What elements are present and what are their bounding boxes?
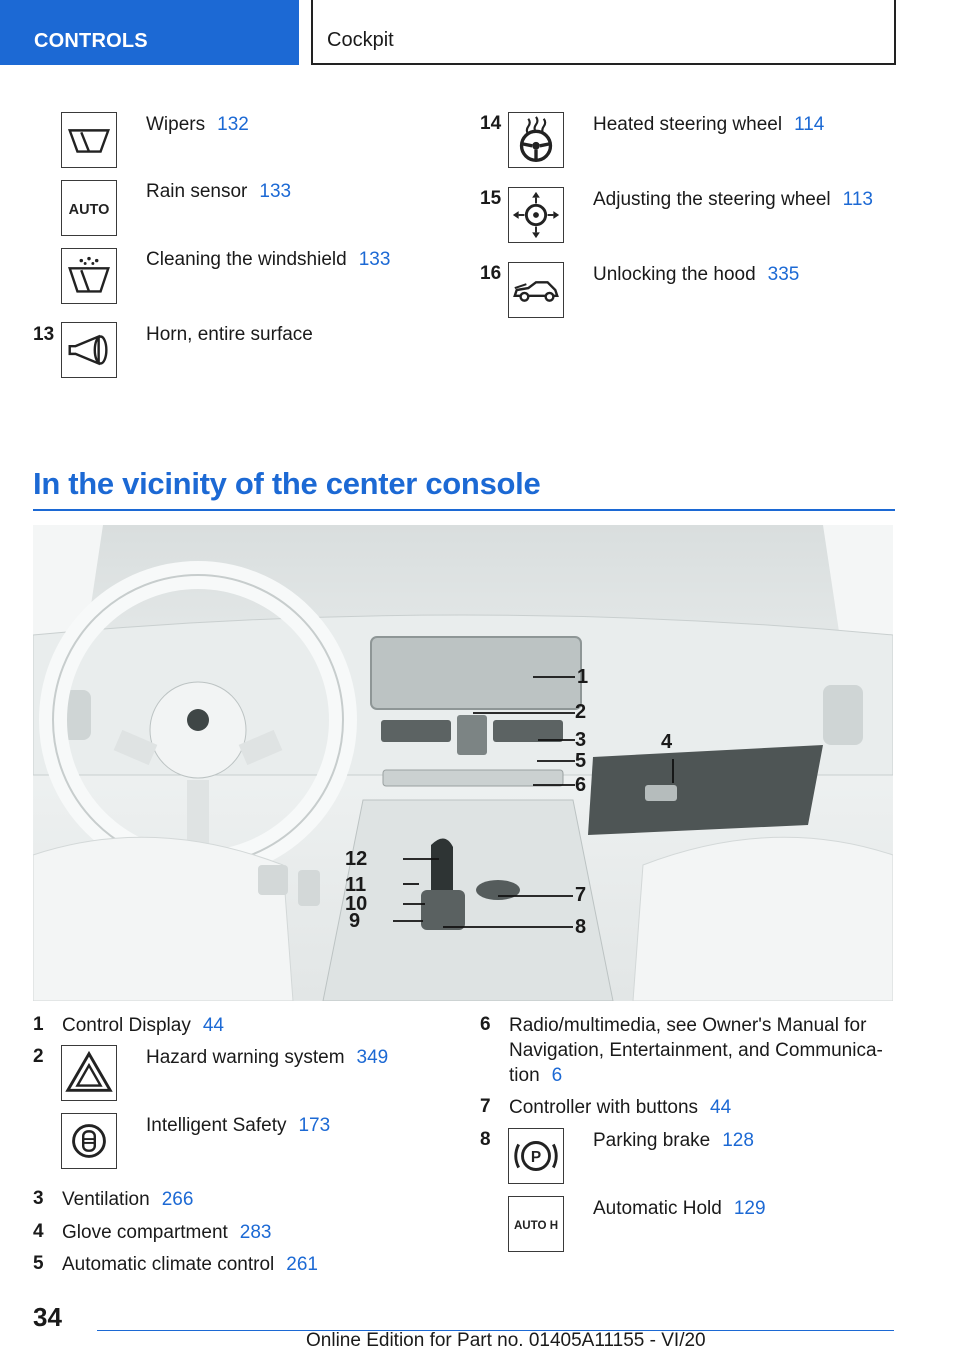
item-number: 13: [33, 324, 55, 345]
auto-text-icon: [61, 180, 117, 236]
item-number: 8: [480, 1129, 491, 1150]
wiper-icon: [61, 112, 117, 168]
svg-text:AUTO: AUTO: [68, 201, 110, 218]
callout-6: 6: [575, 774, 587, 796]
section-divider: [33, 509, 895, 511]
intelligent-safety-entry: Intelligent Safety 173: [146, 1115, 331, 1136]
auto-hold-icon: [508, 1196, 564, 1252]
horn-entry: Horn, entire surface: [146, 324, 313, 345]
horn-icon: [61, 322, 117, 378]
callout-2: 2: [575, 701, 587, 723]
page-link[interactable]: 335: [767, 264, 800, 285]
section-label: CONTROLS: [34, 30, 148, 52]
callout-11: 11: [345, 874, 367, 896]
controller-entry: Controller with buttons 44: [509, 1097, 732, 1118]
chapter-tab: [311, 0, 896, 65]
page-link[interactable]: 261: [286, 1254, 318, 1275]
item-number: 5: [33, 1253, 44, 1274]
page-link[interactable]: 133: [259, 181, 292, 202]
radio-multimedia-entry: Radio/multimedia, see Owner's Manual for Navigation, Entertainment, and Communica- tion 6: [509, 1015, 883, 1086]
item-number: 2: [33, 1046, 44, 1067]
callout-4: 4: [661, 731, 673, 753]
page-link[interactable]: 114: [794, 114, 825, 135]
steering-adjust-icon: [508, 187, 564, 243]
callout-5: 5: [575, 750, 587, 772]
parking-brake-entry: Parking brake 128: [593, 1130, 754, 1151]
page-link[interactable]: 132: [217, 114, 249, 135]
page-link[interactable]: 283: [239, 1222, 272, 1243]
cleaning-entry: Cleaning the windshield 133: [146, 249, 391, 270]
item-number: 4: [33, 1221, 44, 1242]
page-link[interactable]: 129: [733, 1198, 766, 1219]
section-title: In the vicinity of the center console: [33, 466, 541, 501]
chapter-label: Cockpit: [327, 29, 394, 51]
page-link[interactable]: 133: [358, 249, 391, 270]
callout-12: 12: [345, 848, 368, 870]
heated-steering-wheel-icon: [508, 112, 564, 168]
rain-sensor-entry: Rain sensor 133: [146, 181, 292, 202]
center-console-photo: [33, 525, 893, 1001]
callout-10: 10: [345, 893, 368, 915]
page-link[interactable]: 266: [161, 1189, 194, 1210]
callout-1: 1: [577, 666, 589, 688]
page-link[interactable]: 6: [551, 1065, 563, 1086]
page-link[interactable]: 44: [202, 1015, 224, 1036]
item-number: 16: [480, 263, 502, 284]
item-number: 3: [33, 1188, 44, 1209]
page-number: 34: [33, 1302, 62, 1332]
svg-text:P: P: [530, 1148, 542, 1166]
wipers-entry: Wipers 132: [146, 114, 249, 135]
windshield-washer-icon: [61, 248, 117, 304]
item-number: 1: [33, 1014, 44, 1035]
climate-control-entry: Automatic climate control 261: [62, 1254, 318, 1275]
item-number: 7: [480, 1096, 491, 1117]
callout-9: 9: [349, 910, 361, 932]
page-link[interactable]: 44: [710, 1097, 732, 1118]
item-number: 14: [480, 113, 502, 134]
car-hood-icon: [508, 262, 564, 318]
svg-text:AUTO H: AUTO H: [513, 1219, 559, 1232]
glove-compartment-entry: Glove compartment 283: [62, 1222, 272, 1243]
auto-hold-entry: Automatic Hold 129: [593, 1198, 766, 1219]
hazard-triangle-icon: [61, 1045, 117, 1101]
hazard-entry: Hazard warning system 349: [146, 1047, 389, 1068]
edition-note: Online Edition for Part no. 01405A11155 - VI/20: [306, 1330, 706, 1351]
item-number: 6: [480, 1014, 491, 1035]
callout-8: 8: [575, 916, 587, 938]
hood-entry: Unlocking the hood 335: [593, 264, 800, 285]
section-tab: [0, 0, 299, 65]
parking-brake-icon: [508, 1128, 564, 1184]
page-link[interactable]: 349: [356, 1047, 389, 1068]
page-link[interactable]: 128: [722, 1130, 754, 1151]
adjust-wheel-entry: Adjusting the steering wheel 113: [593, 189, 873, 210]
page-link[interactable]: 173: [298, 1115, 331, 1136]
page-link[interactable]: 113: [842, 189, 873, 210]
callout-7: 7: [575, 884, 587, 906]
heated-wheel-entry: Heated steering wheel 114: [593, 114, 825, 135]
intelligent-safety-icon: [61, 1113, 117, 1169]
item-number: 15: [480, 188, 502, 209]
callout-3: 3: [575, 729, 587, 751]
control-display-entry: Control Display 44: [62, 1015, 224, 1036]
ventilation-entry: Ventilation 266: [62, 1189, 194, 1210]
